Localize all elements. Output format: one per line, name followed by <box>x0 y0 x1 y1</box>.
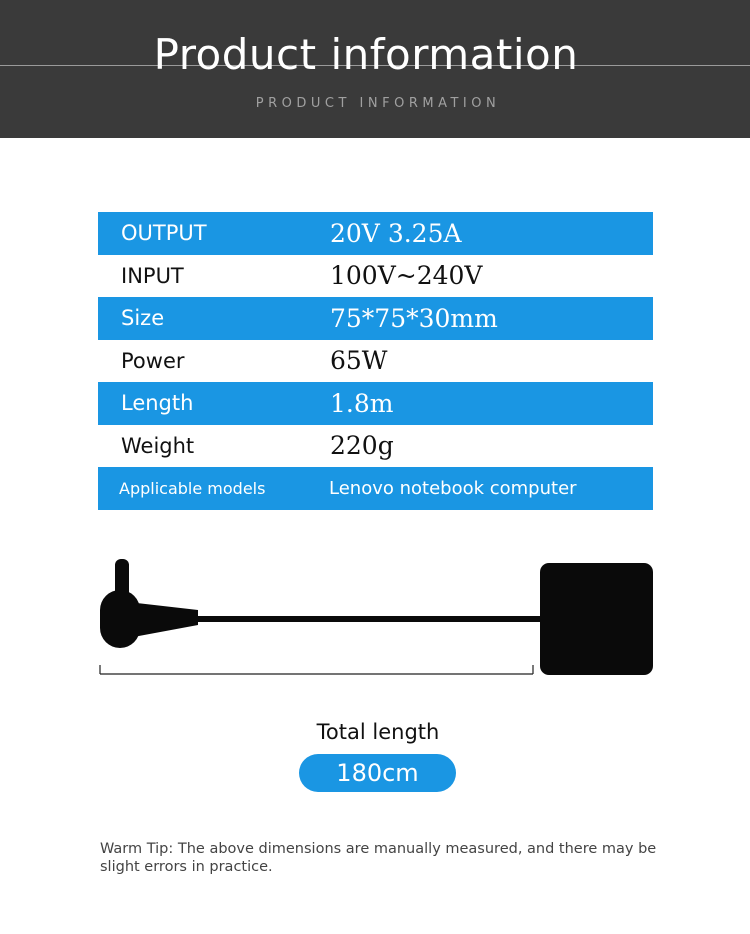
spec-row-models <box>98 467 653 510</box>
spec-value: 220g <box>330 431 394 461</box>
adapter-brick-icon <box>540 563 653 675</box>
spec-value: 1.8m <box>330 388 394 418</box>
page-subtitle: PRODUCT INFORMATION <box>255 96 501 111</box>
total-length-label: Total length <box>316 720 440 744</box>
spec-label: OUTPUT <box>121 221 207 246</box>
spec-label: Weight <box>121 433 195 458</box>
total-length-badge <box>299 754 456 792</box>
header-banner <box>0 0 750 138</box>
spec-value: 75*75*30mm <box>330 303 498 333</box>
spec-label: Applicable models <box>119 478 266 498</box>
page-title: Product information <box>153 30 579 79</box>
spec-value: 20V 3.25A <box>330 218 462 248</box>
spec-label: INPUT <box>121 263 184 288</box>
spec-row-output <box>98 212 653 255</box>
spec-row-size <box>98 297 653 340</box>
spec-row-length <box>98 382 653 425</box>
spec-value: 100V~240V <box>330 261 483 291</box>
cable-line <box>195 616 543 622</box>
plug-connector-icon <box>100 559 198 648</box>
total-length-value: 180cm <box>336 759 419 787</box>
spec-row-power <box>98 340 653 383</box>
spec-value: 65W <box>330 346 388 376</box>
spec-table <box>98 212 653 510</box>
length-bracket <box>100 665 533 674</box>
spec-label: Length <box>121 391 194 416</box>
adapter-cable-illustration <box>0 540 750 690</box>
spec-value: Lenovo notebook computer <box>329 477 577 499</box>
spec-row-weight <box>98 425 653 468</box>
warm-tip-note: Warm Tip: The above dimensions are manually measured, and there may be slight errors in practice. <box>100 841 657 875</box>
spec-row-input <box>98 255 653 298</box>
spec-label: Size <box>121 306 165 331</box>
spec-label: Power <box>121 348 185 373</box>
